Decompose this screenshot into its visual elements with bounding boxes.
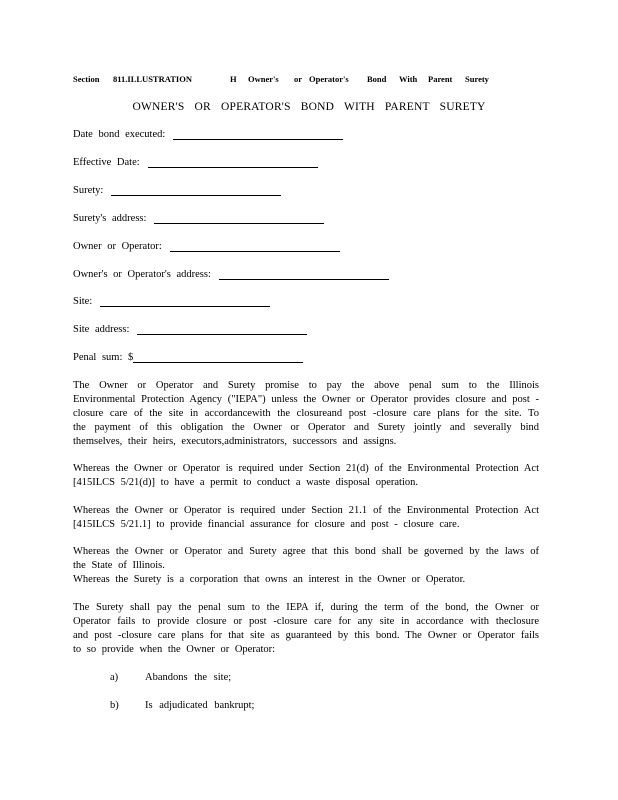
header-parent: Parent [428,74,453,84]
date-bond-executed-blank[interactable] [173,128,343,140]
header-letter: H [230,74,237,84]
surety-blank[interactable] [111,184,281,196]
surety-field [73,184,281,196]
suretys-address-field [73,212,324,224]
effective-date-blank[interactable] [148,156,318,168]
list-item-a-marker: a) [110,672,119,683]
page-title: OWNER'S OR OPERATOR'S BOND WITH PARENT SURETY [132,101,486,113]
header-or: or [294,74,303,84]
financial-assurance-paragraph: Whereas the Owner or Operator is required under Section 21.1 of the Environmental Protection Act [415ILCS 5/21.1] to provide financial assurance for closure and post - closure care. [73,505,539,530]
header-bond: Bond [367,74,387,84]
owners-operators-address-label: Owner's or Operator's address: [73,269,211,280]
list-item-b-text: Is adjudicated bankrupt; [145,700,255,711]
site-field [73,295,270,307]
header-owners: Owner's [248,74,279,84]
owner-or-operator-field [73,240,340,252]
promise-paragraph: The Owner or Operator and Surety promise to pay the above penal sum to the Illinois Environmental Protection Agency ("IEPA") unless the Owner or Operator provides closure and post -closure care of the site in accordancewith the closureand post -closure care plans for the site. To the payment of this obligation the Owner or Operator and Surety jointly and severally bind themselves, their heirs, executors,administrators, successors and assigns. [73,380,539,447]
list-item-b-marker: b) [110,700,119,711]
date-bond-executed-label: Date bond executed: [73,129,166,140]
site-address-label: Site address: [73,324,130,335]
owners-operators-address-blank[interactable] [219,268,389,280]
suretys-address-label: Surety's address: [73,213,147,224]
header-section: Section [73,74,100,84]
effective-date-field [73,156,318,168]
effective-date-label: Effective Date: [73,157,140,168]
owners-operators-address-field [73,268,389,280]
site-label: Site: [73,296,93,307]
permit-paragraph: Whereas the Owner or Operator is required under Section 21(d) of the Environmental Protection Act [415ILCS 5/21(d)] to have a permit to conduct a waste disposal operation. [73,463,539,488]
header-operators: Operator's [309,74,349,84]
penal-sum-field [73,351,303,363]
governing-law-paragraph: Whereas the Owner or Operator and Surety agree that this bond shall be governed by the laws of the State of Illinois. [73,546,539,571]
header-surety: Surety [465,74,489,84]
header-with: With [399,74,418,84]
penal-sum-blank[interactable] [133,351,303,363]
suretys-address-blank[interactable] [154,212,324,224]
list-item-a-text: Abandons the site; [145,672,232,683]
header-number: 811.ILLUSTRATION [113,74,192,84]
owner-or-operator-label: Owner or Operator: [73,241,162,252]
surety-obligation-paragraph: The Surety shall pay the penal sum to the IEPA if, during the term of the bond, the Owner or Operator fails to provide closure or post -closure care for any site in accordance with theclosure and post -closure care plans for that site as guaranteed by this bond. The Owner or Operator fails to so provide when the Owner or Operator: [73,602,539,655]
owner-or-operator-blank[interactable] [170,240,340,252]
corporation-paragraph: Whereas the Surety is a corporation that owns an interest in the Owner or Operator. [73,574,466,585]
date-bond-executed-field [73,128,343,140]
surety-label: Surety: [73,185,104,196]
site-blank[interactable] [100,295,270,307]
site-address-blank[interactable] [137,323,307,335]
penal-sum-label: Penal sum: $ [73,352,134,363]
site-address-field [73,323,307,335]
